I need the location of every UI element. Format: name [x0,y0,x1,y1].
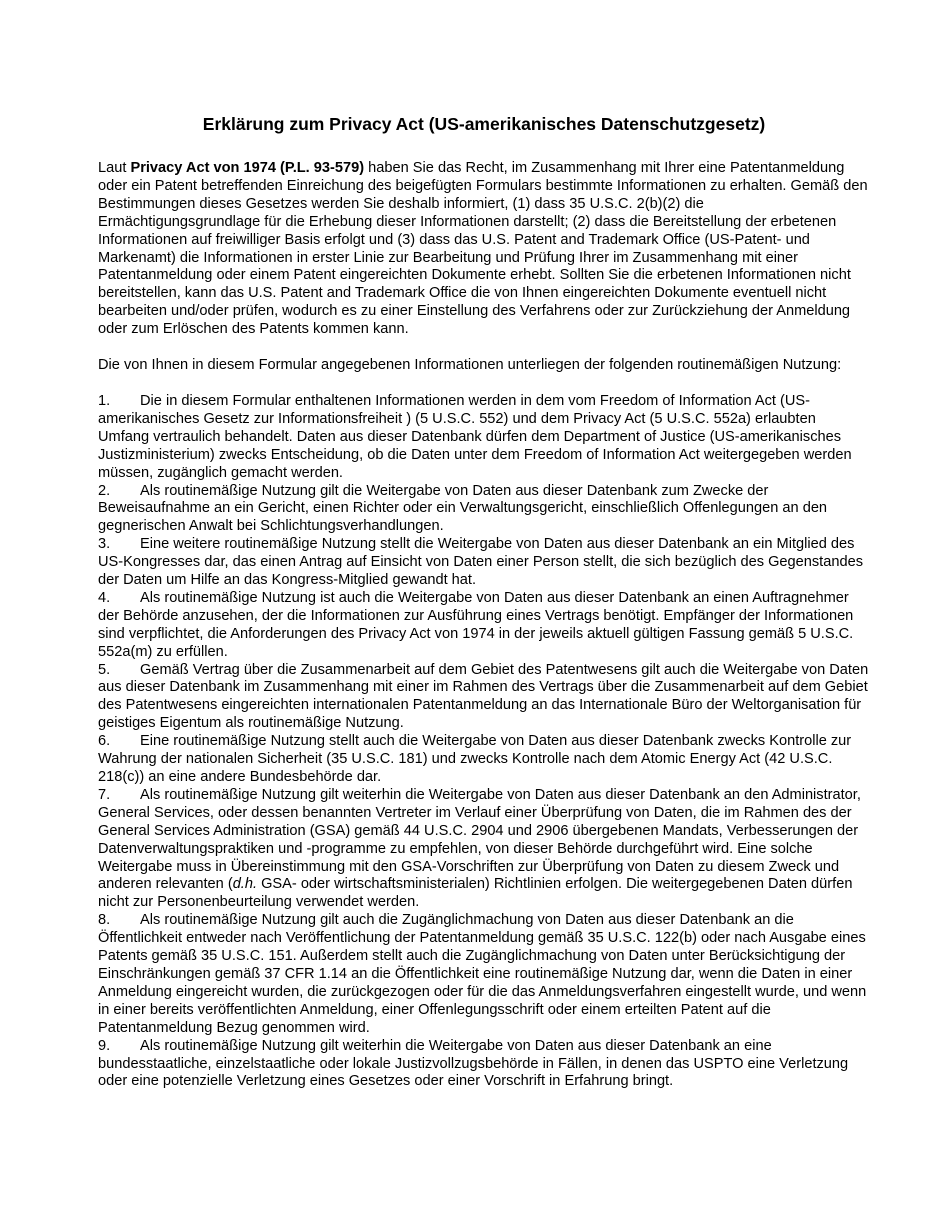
list-item [98,536,870,590]
list-item-text: Eine routinemäßige Nutzung stellt auch die Weitergabe von Daten aus dieser Datenbank zwecks Kontrolle zur Wahrung der nationalen Sicherheit (35 U.S.C. 181) und zwecks Kontrolle nach dem Atomic Energy Act (42 U.S.C. 218(c)) an eine andere Bundesbehörde dar. [98,733,852,785]
list-item-text: Die in diesem Formular enthaltenen Informationen werden in dem vom Freedom of Information Act (US-amerikanisches Gesetz zur Informationsfreiheit ) (5 U.S.C. 552) und dem Privacy Act (5 U.S.C. 552a) erlaubten Umfang vertraulich behandelt. Daten aus dieser Datenbank dürfen dem Department of Justice (US-amerikanisches Justizministerium) zwecks Entscheidung, ob die Daten unter dem Freedom of Information Act weitergegeben werden müssen, zugänglich gemacht werden. [98,392,852,481]
list-item-italic-abbrev: d.h. [232,876,258,893]
list-item-number: 2. [98,482,111,499]
list-item-text: Als routinemäßige Nutzung gilt weiterhin die Weitergabe von Daten aus dieser Datenbank an eine bundesstaatliche, einzelstaatliche oder lokale Justizvollzugsbehörde in Fällen, in denen das USPTO eine Verletzung oder eine potenzielle Verletzung eines Gesetzes oder einer Vorschrift in Erfahrung bringt. [98,1037,849,1090]
list-item [98,787,870,912]
list-item-number: 3. [98,536,111,553]
list-item-text-before: Als routinemäßige Nutzung gilt weiterhin die Weitergabe von Daten aus dieser Datenbank an den Administrator, General Services, oder dessen benannten Vertreter im Verlauf einer Überprüfung von Daten, die im Rahmen des der General Services Administration (GSA) gemäß 44 U.S.C. 2904 und 2906 übergebenen Mandats, Verbesserungen der Datenverwaltungspraktiken und -programme zu empfehlen, von dieser Behörde durchgeführt wird. Eine solche Weitergabe muss in Übereinstimmung mit den GSA-Vorschriften zur Überprüfung von Daten zu diesem Zweck und anderen relevanten ( [98,786,861,893]
list-item [98,1038,870,1092]
intro-text: haben Sie das Recht, im Zusammenhang mit Ihrer eine Patentanmeldung oder ein Patent betreffenden Einreichung des beigefügten Formulars bestimmte Informationen zu erhalten. Gemäß den Bestimmungen dieses Gesetzes werden Sie deshalb informiert, (1) dass 35 U.S.C. 2(b)(2) die Ermächtigungsgrundlage für die Erhebung dieser Informationen darstellt; (2) dass die Bereitstellung der erbetenen Informationen auf freiwilliger Basis erfolgt und (3) dass das U.S. Patent and Trademark Office (US-Patent- und Markenamt) die Informationen in erster Linie zur Bearbeitung und Prüfung Ihrer im Zusammenhang mit einer Patentanmeldung oder einem Patent eingereichten Dokumente erhebt. Sollten Sie die erbetenen Informationen nicht bereitstellen, kann das U.S. Patent and Trademark Office die von Ihnen eingereichten Dokumente eventuell nicht bearbeiten und/oder prüfen, wodurch es zu einer Einstellung des Verfahrens oder zur Zurückziehung der Anmeldung oder zum Erlöschen des Patents kommen kann. [98,160,868,338]
list-item-text: Als routinemäßige Nutzung gilt auch die Zugänglichmachung von Daten aus dieser Datenbank an die Öffentlichkeit entweder nach Veröffentlichung der Patentanmeldung gemäß 35 U.S.C. 122(b) oder nach Ausgabe eines Patents gemäß 35 U.S.C. 151. Außerdem stellt auch die Zugänglichmachung von Daten unter Berücksichtigung der Einschränkungen gemäß 37 CFR 1.14 an die Öffentlichkeit eine routinemäßige Nutzung dar, wenn die Daten in einer Anmeldung eingereicht wurden, die zurückgezogen oder für die das Anmeldungsverfahren eingestellt wurde, und wenn in einer bereits veröffentlichten Anmeldung, einer Offenlegungsschrift oder einem erteilten Patent auf die Patentanmeldung Bezug genommen wird. [98,912,867,1036]
routine-use-intro: Die von Ihnen in diesem Formular angegebenen Informationen unterliegen der folgenden routinemäßigen Nutzung: [98,357,842,374]
list-item-number: 5. [98,661,111,678]
list-item [98,662,870,734]
routine-use-list [98,393,870,1091]
intro-paragraph [98,160,870,339]
list-item-text: Als routinemäßige Nutzung ist auch die Weitergabe von Daten aus dieser Datenbank an einen Auftragnehmer der Behörde anzusehen, der die Informationen zur Ausführung eines Vertrags benötigt. Empfänger der Informationen sind verpflichtet, die Anforderungen des Privacy Act von 1974 in der jeweils aktuell gültigen Fassung gemäß 5 U.S.C. 552a(m) zu erfüllen. [98,589,854,660]
document-page [98,112,870,1091]
list-item-number: 4. [98,589,111,606]
list-item-text: Gemäß Vertrag über die Zusammenarbeit auf dem Gebiet des Patentwesens gilt auch die Weitergabe von Daten aus dieser Datenbank im Zusammenhang mit einer im Rahmen des Vertrags über die Zusammenarbeit auf dem Gebiet des Patentwesens eingereichten internationalen Patentanmeldung an das Internationale Büro der Weltorganisation für geistiges Eigentum als routinemäßige Nutzung. [98,661,869,732]
list-item-text-after: GSA- oder wirtschaftsministerialen) Richtlinien erfolgen. Die weitergegebenen Daten dürfen nicht zur Personenbeurteilung verwendet werden. [98,876,853,911]
list-item-number: 9. [98,1037,111,1054]
list-item [98,393,870,483]
intro-prefix: Laut [98,160,131,176]
list-item [98,733,870,787]
list-item-number: 7. [98,786,111,803]
list-item [98,590,870,662]
list-item [98,483,870,537]
list-item-text: Als routinemäßige Nutzung gilt die Weitergabe von Daten aus dieser Datenbank zum Zwecke der Beweisaufnahme an ein Gericht, einen Richter oder ein Verwaltungsgericht, einschließlich Offenlegungen an den gegnerischen Anwalt bei Schlichtungsverhandlungen. [98,482,828,535]
list-item-number: 1. [98,392,111,409]
list-item-number: 8. [98,912,111,929]
page-title: Erklärung zum Privacy Act (US-amerikanisches Datenschutzgesetz) [202,114,766,134]
list-item [98,912,870,1037]
list-item-number: 6. [98,733,111,750]
intro-bold-act: Privacy Act von 1974 (P.L. 93-579) [130,160,365,176]
list-item-text: Eine weitere routinemäßige Nutzung stellt die Weitergabe von Daten aus dieser Datenbank an ein Mitglied des US-Kongresses dar, das einen Antrag auf Einsicht von Daten einer Person stellt, die sich bezüglich des Gegenstandes der Daten um Hilfe an das Kongress-Mitglied gewandt hat. [98,536,864,589]
